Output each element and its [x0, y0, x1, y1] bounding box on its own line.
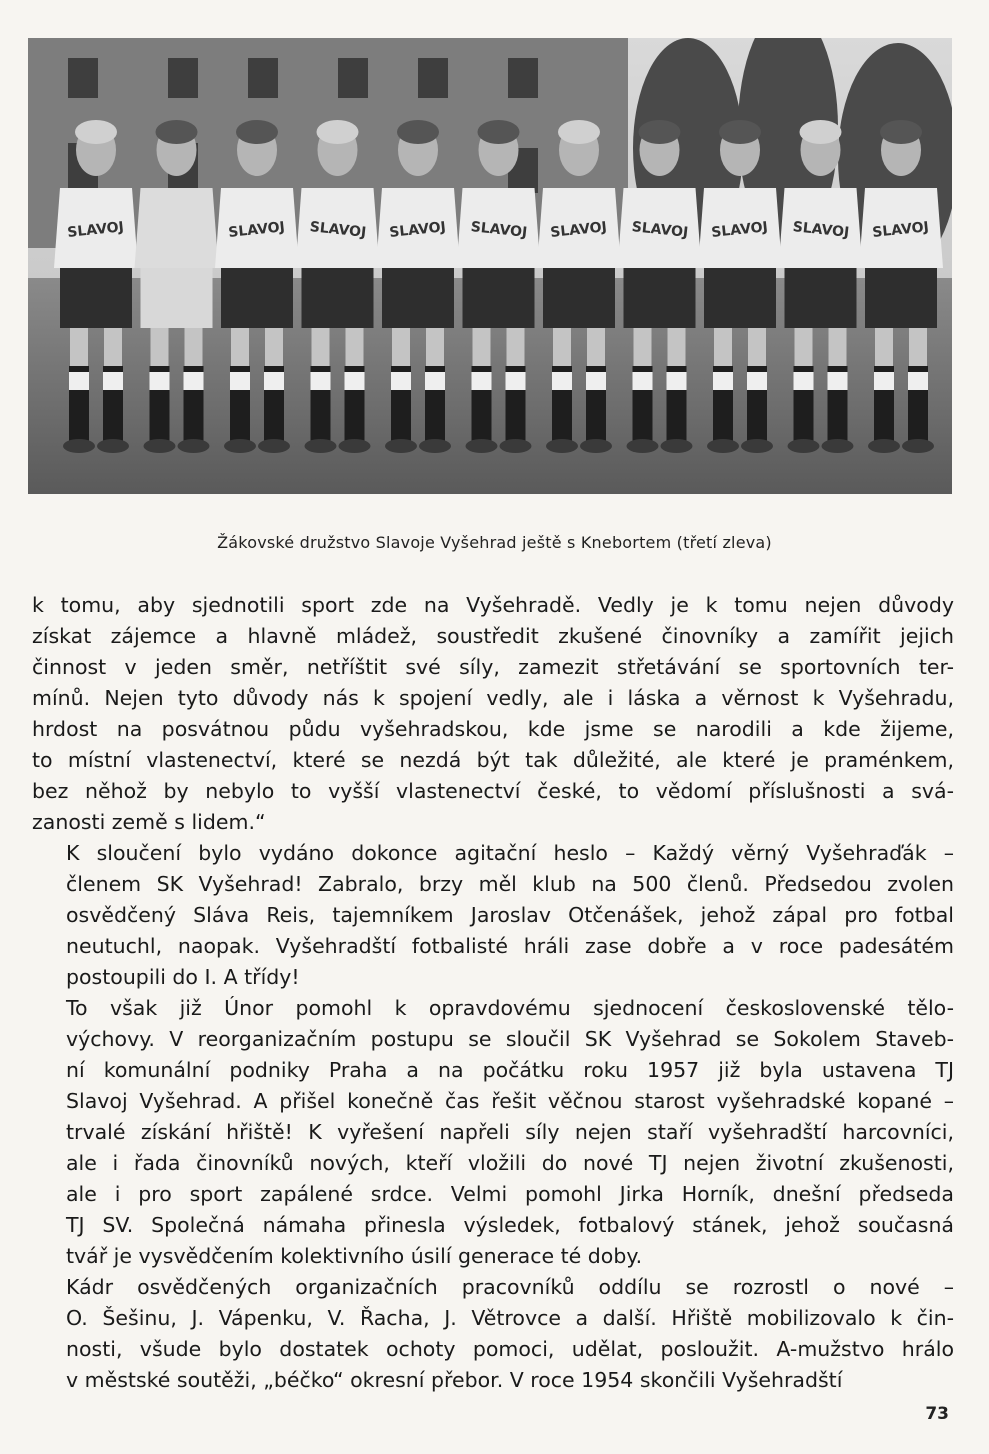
text-line: k tomu, aby sjednotili sport zde na Vyšehradě. Vedly je k tomu nejen důvody — [32, 593, 954, 617]
text-line: zanosti země s lidem.“ — [32, 810, 266, 834]
text-line: bez něhož by nebylo to vyšší vlastenectví české, to vědomí příslušnosti a svá- — [32, 779, 954, 803]
body-text — [32, 590, 954, 1396]
paragraph — [32, 838, 954, 993]
shirt-lettering: SLAVOJ — [871, 219, 930, 241]
shirt-lettering: SLAVOJ — [469, 219, 528, 241]
shirt-lettering: SLAVOJ — [710, 219, 769, 241]
shirt-lettering: SLAVOJ — [388, 219, 447, 241]
shirt-lettering: SLAVOJ — [630, 219, 689, 241]
text-line: TJ SV. Společná námaha přinesla výsledek, fotbalový stánek, jehož současná — [66, 1213, 954, 1237]
text-line: K sloučení bylo vydáno dokonce agitační heslo – Každý věrný Vyšehraďák – — [66, 841, 954, 865]
text-line: ale i řada činovníků nových, kteří vložili do nové TJ nejen životní zkušenosti, — [66, 1151, 954, 1175]
team-photo — [28, 38, 952, 494]
text-line: získat zájemce a hlavně mládež, soustředit zkušené činovníky a zamířit jejich — [32, 624, 954, 648]
page-number: 73 — [925, 1404, 949, 1424]
text-line: výchovy. V reorganizačním postupu se sloučil SK Vyšehrad se Sokolem Staveb- — [66, 1027, 954, 1051]
text-line: ale i pro sport zapálené srdce. Velmi pomohl Jirka Horník, dnešní předseda — [66, 1182, 954, 1206]
shirt-lettering: SLAVOJ — [227, 219, 286, 241]
text-line: Slavoj Vyšehrad. A přišel konečně čas řešit věčnou starost vyšehradské kopané – — [66, 1089, 954, 1113]
paragraph — [32, 590, 954, 838]
text-line: členem SK Vyšehrad! Zabralo, brzy měl klub na 500 členů. Předsedou zvolen — [66, 872, 954, 896]
text-line: tvář je vysvědčením kolektivního úsilí generace té doby. — [66, 1244, 643, 1268]
text-line: trvalé získání hřiště! K vyřešení napřeli síly nejen staří vyšehradští harcovníci, — [66, 1120, 954, 1144]
text-line: postoupili do I. A třídy! — [66, 965, 300, 989]
photo-caption: Žákovské družstvo Slavoje Vyšehrad ještě s Knebortem (třetí zleva) — [217, 533, 772, 552]
text-line: ní komunální podniky Praha a na počátku roku 1957 již byla ustavena TJ — [66, 1058, 954, 1082]
text-line: neutuchl, naopak. Vyšehradští fotbalisté hráli zase dobře a v roce padesátém — [66, 934, 954, 958]
paragraph — [32, 1272, 954, 1396]
text-line: nosti, všude bylo dostatek ochoty pomoci, udělat, posloužit. A-mužstvo hrálo — [66, 1337, 954, 1361]
shirt-lettering: SLAVOJ — [66, 219, 125, 241]
shirt-lettering: SLAVOJ — [791, 219, 850, 241]
paragraph — [32, 993, 954, 1272]
text-line: O. Šešinu, J. Vápenku, V. Řacha, J. Větrovce a další. Hřiště mobilizovalo k čin- — [66, 1306, 954, 1330]
shirt-lettering: SLAVOJ — [549, 219, 608, 241]
text-line: hrdost na posvátnou půdu vyšehradskou, kde jsme se narodili a kde žijeme, — [32, 717, 954, 741]
text-line: mínů. Nejen tyto důvody nás k spojení vedly, ale i láska a věrnost k Vyšehradu, — [32, 686, 954, 710]
text-line: činnost v jeden směr, netříštit své síly, zamezit střetávání se sportovních ter- — [32, 655, 954, 679]
shirt-lettering: SLAVOJ — [308, 219, 367, 241]
text-line: To však již Únor pomohl k opravdovému sjednocení československé tělo- — [66, 996, 954, 1020]
text-line: v městské soutěži, „béčko“ okresní přebor. V roce 1954 skončili Vyšehradští — [66, 1368, 843, 1392]
text-line: osvědčený Sláva Reis, tajemníkem Jaroslav Otčenášek, jehož zápal pro fotbal — [66, 903, 954, 927]
text-line: to místní vlastenectví, které se nezdá být tak důležité, ale které je praménkem, — [32, 748, 954, 772]
text-line: Kádr osvědčených organizačních pracovníků oddílu se rozrostl o nové – — [66, 1275, 954, 1299]
